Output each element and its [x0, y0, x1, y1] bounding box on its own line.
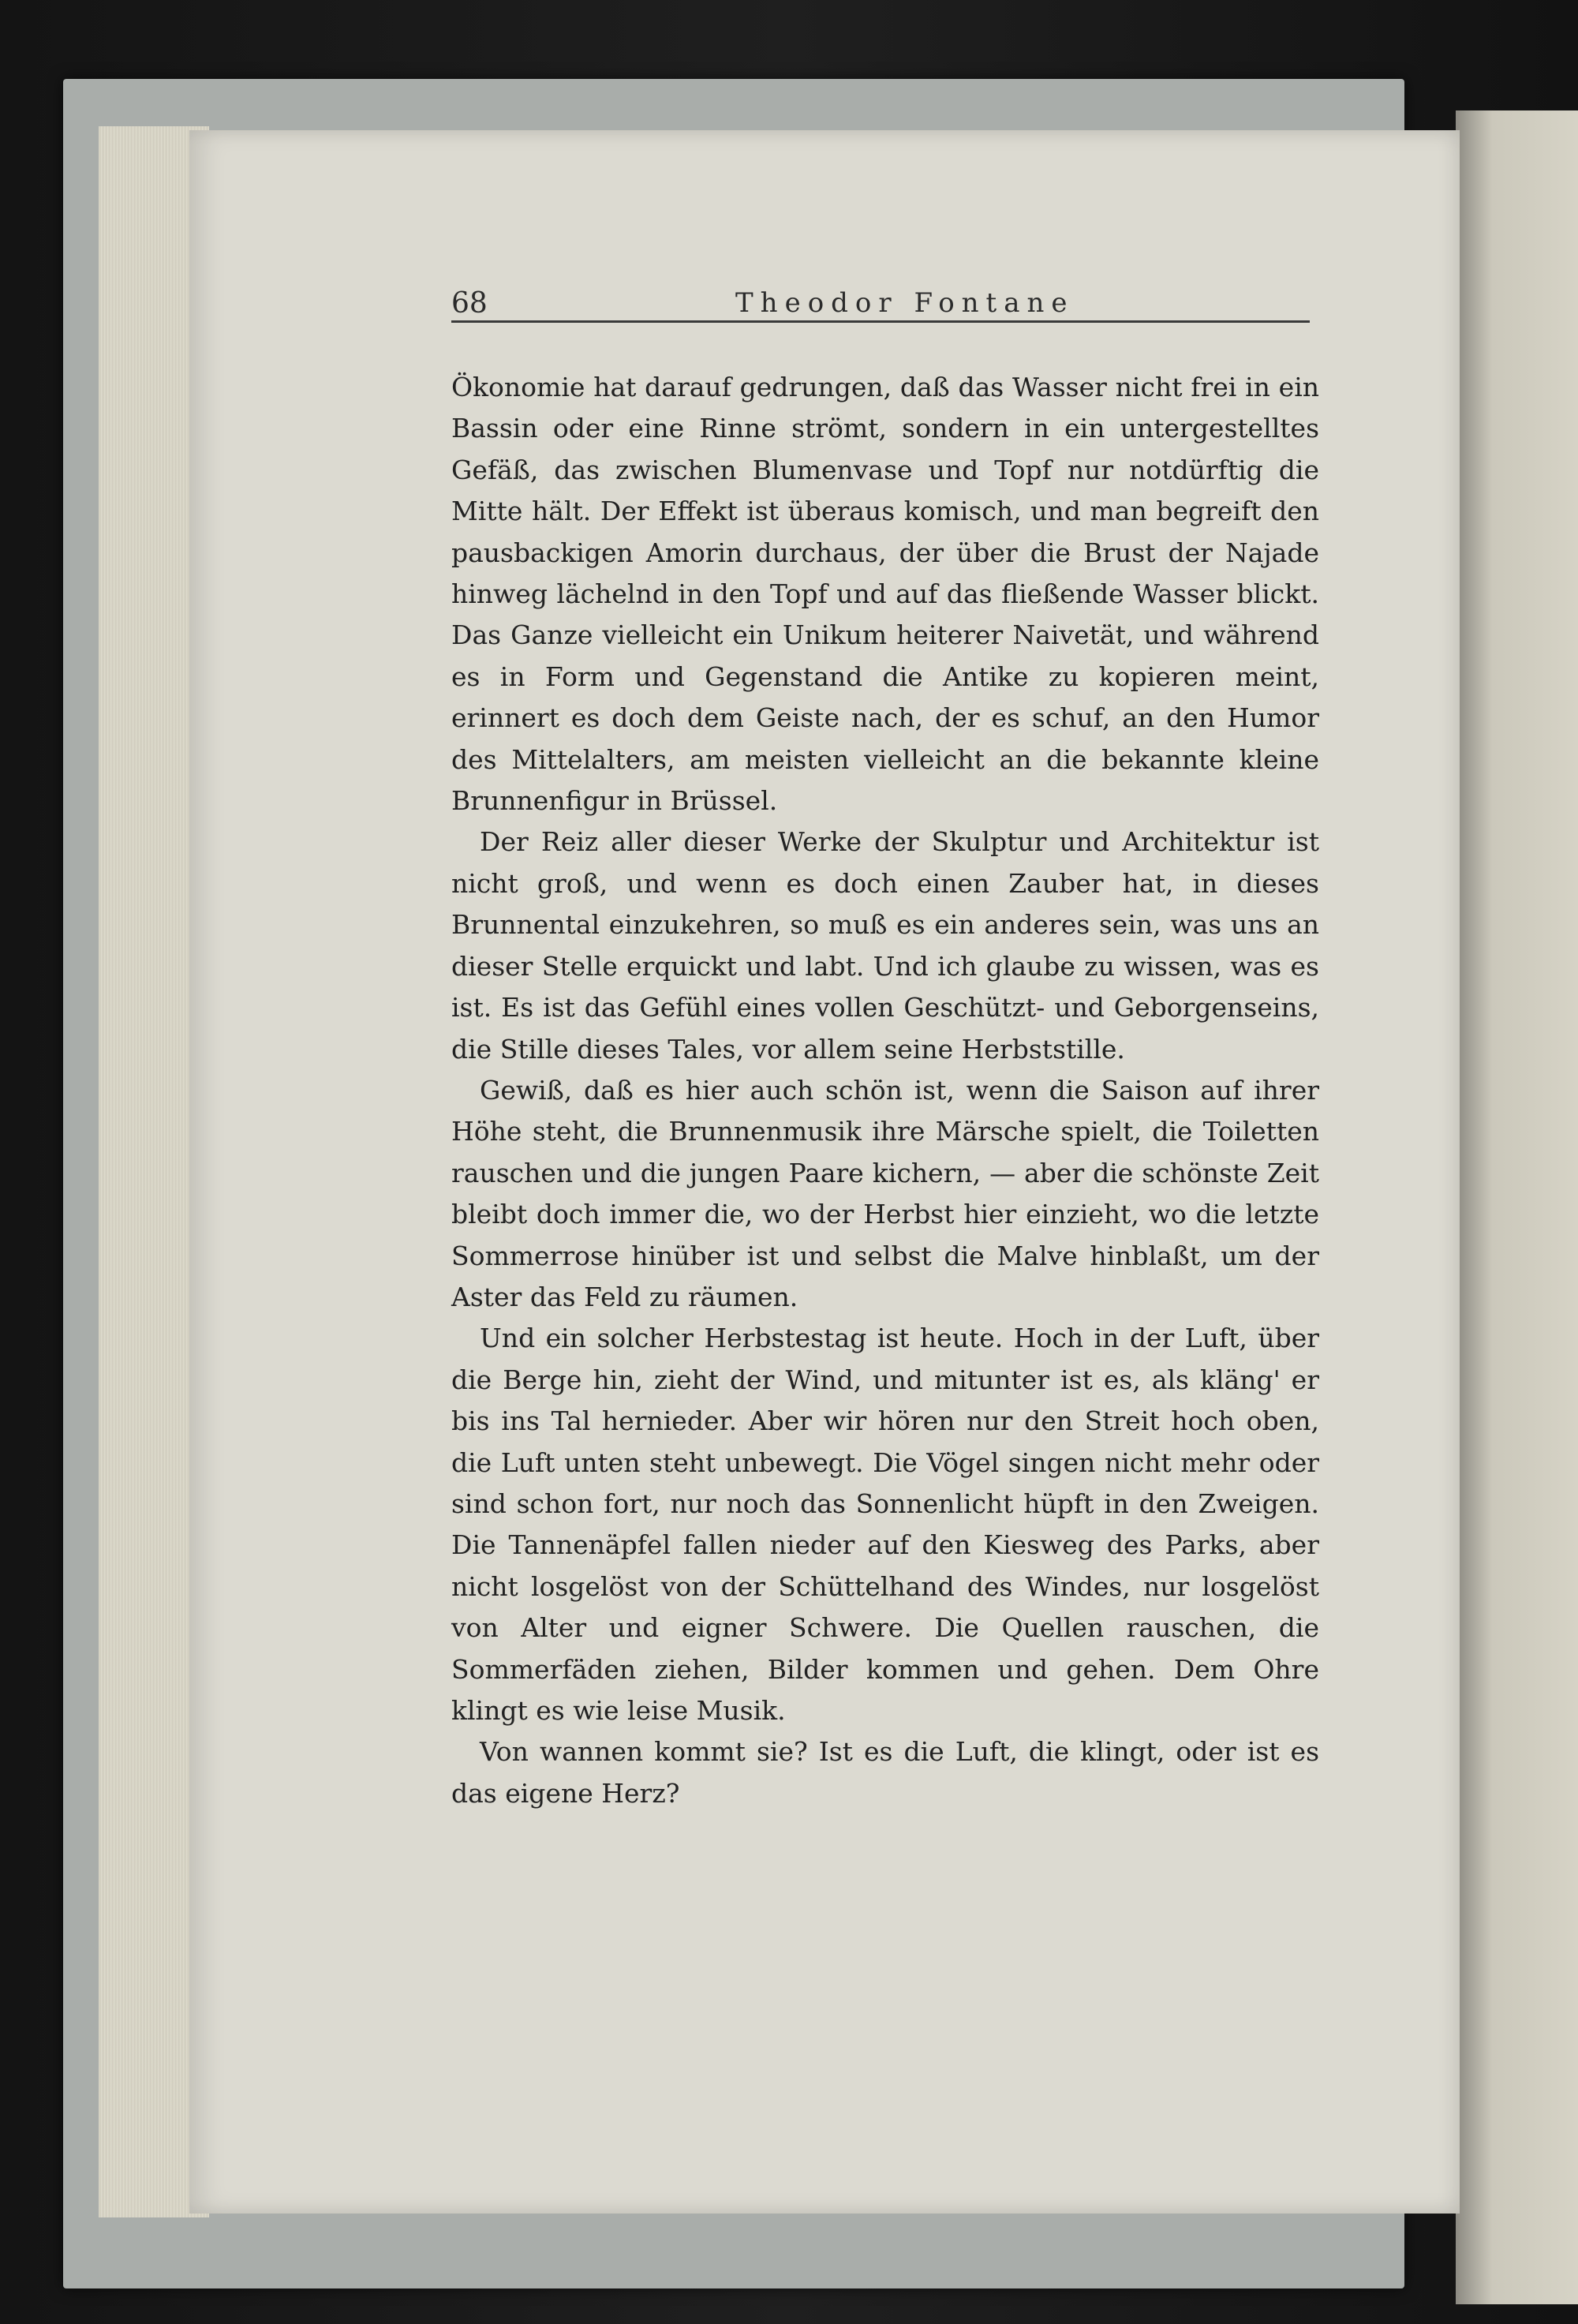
paragraph-2: Der Reiz aller dieser Werke der Skulptur und Architektur ist nicht groß, und wenn es doch einen Zauber hat, in dieses Brunnental einzukehren, so muß es ein anderes sein, was uns an dieser Stelle erquickt und labt. Und ich glaube zu wissen, was es ist. Es ist das Gefühl eines vollen Geschützt- und Geborgenseins, die Stille dieses Tales, vor allem seine Herbststille. [451, 826, 1319, 1065]
paragraph-5: Von wannen kommt sie? Ist es die Luft, die klingt, oder ist es das eigene Herz? [451, 1736, 1319, 1809]
page-number: 68 [451, 287, 488, 320]
paragraph-3: Gewiß, daß es hier auch schön ist, wenn die Saison auf ihrer Höhe steht, die Brunnenmusik ihre Märsche spielt, die Toiletten rauschen und die jungen Paare kichern, — aber die schönste Zeit bleibt doch immer die, wo der Herbst hier einzieht, wo die letzte Sommerrose hinüber ist und selbst die Malve hinblaßt, um der Aster das Feld zu räumen. [451, 1074, 1319, 1312]
header-rule [451, 320, 1310, 323]
paragraph-4: Und ein solcher Herbstestag ist heute. Hoch in der Luft, über die Berge hin, zieht der Wind, und mitunter ist es, als kläng' er bis ins Tal hernieder. Aber wir hören nur den Streit hoch oben, die Luft unten steht unbewegt. Die Vögel singen nicht mehr oder sind schon fort, nur noch das Sonnenlicht hüpft in den Zweigen. Die Tannenäpfel fallen nieder auf den Kiesweg des Parks, aber nicht losgelöst von der Schüttelhand des Windes, nur losgelöst von Alter und eigner Schwere. Die Quellen rauschen, die Sommerfäden ziehen, Bilder kommen und gehen. Dem Ohre klingt es wie leise Musik. [451, 1323, 1319, 1726]
facing-page-edge [1456, 110, 1578, 2304]
page-header [451, 284, 1310, 324]
body-text [451, 367, 1319, 1814]
paragraph-1: Ökonomie hat darauf gedrungen, daß das Wasser nicht frei in ein Bassin oder eine Rinne strömt, sondern in ein untergestelltes Gefäß, das zwischen Blumenvase und Topf nur notdürftig die Mitte hält. Der Effekt ist überaus komisch, und man begreift den pausbackigen Amorin durchaus, der über die Brust der Najade hinweg lächelnd in den Topf und auf das fließende Wasser blickt. Das Ganze vielleicht ein Unikum heiterer Naivetät, und während es in Form und Gegenstand die Antike zu kopieren meint, erinnert es doch dem Geiste nach, der es schuf, an den Humor des Mittelalters, am meisten vielleicht an die bekannte kleine Brunnenfigur in Brüssel. [451, 372, 1319, 817]
running-head: Theodor Fontane [735, 287, 1075, 319]
